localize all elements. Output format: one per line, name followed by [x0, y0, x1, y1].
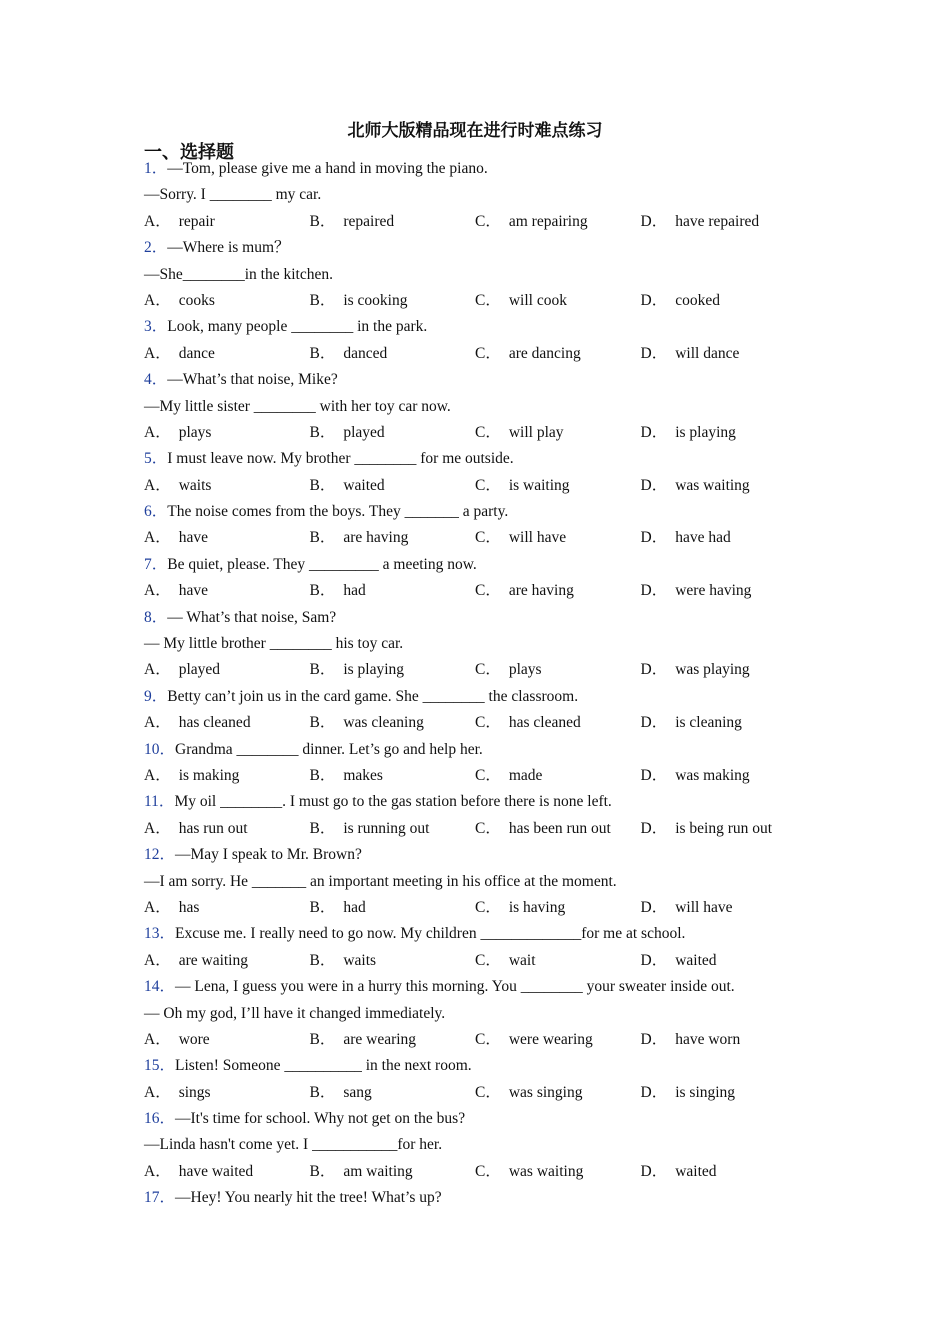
question-text: —My little sister ________ with her toy car now. [144, 397, 451, 415]
answer-option[interactable] [144, 710, 310, 736]
option-letter: D． [640, 423, 668, 441]
option-letter: C． [475, 212, 501, 230]
answer-option[interactable] [475, 525, 641, 551]
answer-option[interactable] [144, 816, 310, 842]
option-text: dance [178, 344, 215, 362]
answer-option[interactable] [144, 763, 310, 789]
answer-option[interactable] [310, 1027, 476, 1053]
option-letter: A． [144, 423, 171, 441]
option-text: was cleaning [343, 714, 424, 732]
question-text: Be quiet, please. They _________ a meeting now. [167, 555, 477, 573]
answer-options [144, 816, 864, 842]
answer-option[interactable] [641, 578, 841, 604]
question-text: — My little brother ________ his toy car. [144, 635, 404, 653]
answer-option[interactable] [144, 1159, 310, 1185]
option-letter: B． [309, 714, 336, 732]
answer-option[interactable] [475, 710, 641, 736]
option-text: cooked [675, 291, 720, 309]
option-text: is waiting [508, 476, 570, 494]
option-letter: B． [309, 582, 336, 600]
answer-option[interactable] [475, 420, 641, 446]
option-letter: D． [640, 212, 668, 230]
answer-option[interactable] [144, 895, 310, 921]
question-text: My oil ________. I must go to the gas station before there is none left. [174, 793, 612, 811]
option-text: cooks [178, 291, 215, 309]
answer-option[interactable] [144, 341, 310, 367]
question-dialogue-line [144, 1132, 864, 1158]
option-text: is cooking [343, 291, 408, 309]
option-text: is having [508, 898, 566, 916]
answer-options [144, 1080, 864, 1106]
answer-option[interactable] [641, 420, 841, 446]
question-text: —Hey! You nearly hit the tree! What’s up? [175, 1189, 442, 1207]
question-stem [144, 235, 864, 261]
question-number: 6． [144, 503, 168, 521]
option-letter: A． [144, 714, 171, 732]
answer-option[interactable] [144, 525, 310, 551]
question-text: I must leave now. My brother ________ for me outside. [167, 450, 514, 468]
answer-option[interactable] [144, 948, 310, 974]
answer-option[interactable] [475, 1080, 641, 1106]
option-text: sang [343, 1083, 372, 1101]
option-text: are having [508, 582, 574, 600]
answer-options [144, 288, 864, 314]
option-text: has run out [178, 819, 248, 837]
option-letter: C． [475, 582, 501, 600]
question-text: —Linda hasn't come yet. I ___________for her. [144, 1136, 443, 1154]
answer-option[interactable] [144, 657, 310, 683]
answer-option[interactable] [144, 578, 310, 604]
answer-option[interactable] [144, 1080, 310, 1106]
answer-options [144, 473, 864, 499]
question-text: —I am sorry. He _______ an important meeting in his office at the moment. [144, 872, 617, 890]
option-letter: D． [640, 582, 668, 600]
question-stem [144, 684, 864, 710]
question-number: 15． [144, 1057, 176, 1075]
option-letter: C． [475, 714, 501, 732]
option-letter: C． [475, 1162, 501, 1180]
option-letter: A． [144, 1030, 171, 1048]
answer-option[interactable] [144, 209, 310, 235]
answer-option[interactable] [310, 710, 476, 736]
option-text: will play [508, 423, 564, 441]
question-stem [144, 446, 864, 472]
question-text: —She________in the kitchen. [144, 265, 333, 283]
question-dialogue-line [144, 631, 864, 657]
option-text: have repaired [675, 212, 760, 230]
option-letter: C． [475, 1083, 501, 1101]
answer-option[interactable] [475, 816, 641, 842]
option-letter: C． [475, 898, 501, 916]
question-stem [144, 605, 864, 631]
option-text: played [178, 661, 221, 679]
option-text: was playing [675, 661, 750, 679]
answer-option[interactable] [641, 209, 841, 235]
question-dialogue-line [144, 394, 864, 420]
question-dialogue-line [144, 1001, 864, 1027]
question-text: —May I speak to Mr. Brown? [175, 846, 362, 864]
option-letter: B． [309, 212, 336, 230]
answer-option[interactable] [144, 288, 310, 314]
answer-options [144, 578, 864, 604]
question-stem [144, 1185, 864, 1211]
option-text: had [343, 582, 366, 600]
answer-option[interactable] [475, 341, 641, 367]
option-text: is being run out [675, 819, 773, 837]
option-letter: A． [144, 582, 171, 600]
option-text: was waiting [675, 476, 750, 494]
option-letter: B． [309, 661, 336, 679]
question-stem [144, 921, 864, 947]
option-letter: B． [309, 476, 336, 494]
option-text: waits [343, 951, 377, 969]
option-text: are dancing [508, 344, 581, 362]
option-text: will cook [508, 291, 567, 309]
option-text: will have [508, 529, 567, 547]
option-text: am repairing [508, 212, 588, 230]
question-number: 3． [144, 318, 168, 336]
option-text: plays [178, 423, 212, 441]
option-text: have had [675, 529, 731, 547]
question-text: Excuse me. I really need to go now. My children _____________for me at school. [175, 925, 686, 943]
answer-option[interactable] [310, 578, 476, 604]
answer-option[interactable] [310, 525, 476, 551]
option-text: sings [178, 1083, 211, 1101]
option-text: will have [675, 898, 733, 916]
option-letter: C． [475, 344, 501, 362]
answer-option[interactable] [310, 288, 476, 314]
answer-options [144, 209, 864, 235]
option-letter: C． [475, 476, 501, 494]
question-text: — Lena, I guess you were in a hurry this morning. You ________ your sweater inside out. [175, 978, 735, 996]
option-text: wait [508, 951, 536, 969]
answer-option[interactable] [475, 473, 641, 499]
answer-options [144, 763, 864, 789]
option-text: danced [343, 344, 388, 362]
answer-option[interactable] [641, 288, 841, 314]
question-dialogue-line [144, 262, 864, 288]
option-letter: C． [475, 661, 501, 679]
option-letter: A． [144, 344, 171, 362]
question-text: Listen! Someone __________ in the next room. [175, 1057, 472, 1075]
option-letter: A． [144, 291, 171, 309]
option-text: have [178, 529, 208, 547]
answer-options [144, 948, 864, 974]
answer-option[interactable] [641, 657, 841, 683]
option-text: has been run out [508, 819, 611, 837]
question-text: —Tom, please give me a hand in moving the piano. [167, 160, 488, 177]
option-letter: C． [475, 423, 501, 441]
answer-option[interactable] [144, 420, 310, 446]
question-number: 13． [144, 925, 176, 943]
option-text: are waiting [178, 951, 248, 969]
answer-option[interactable] [641, 948, 841, 974]
option-text: were having [675, 582, 752, 600]
answer-options [144, 1027, 864, 1053]
option-text: made [508, 766, 543, 784]
question-stem [144, 314, 864, 340]
option-text: are having [343, 529, 409, 547]
question-text: The noise comes from the boys. They _______ a party. [167, 503, 509, 521]
option-letter: C． [475, 951, 501, 969]
question-text: —It's time for school. Why not get on the bus? [175, 1110, 466, 1128]
option-text: wore [178, 1030, 210, 1048]
option-letter: A． [144, 1162, 171, 1180]
option-text: played [343, 423, 385, 441]
option-letter: B． [309, 898, 336, 916]
question-stem [144, 552, 864, 578]
option-text: repair [178, 212, 215, 230]
option-letter: A． [144, 212, 171, 230]
option-letter: B． [309, 423, 336, 441]
option-text: waits [178, 476, 212, 494]
question-text: Grandma ________ dinner. Let’s go and help her. [175, 740, 483, 758]
answer-option[interactable] [475, 1027, 641, 1053]
answer-option[interactable] [641, 710, 841, 736]
question-number: 5． [144, 450, 168, 468]
option-letter: B． [309, 529, 336, 547]
question-stem [144, 367, 864, 393]
option-letter: A． [144, 898, 171, 916]
answer-options [144, 420, 864, 446]
question-number: 16． [144, 1110, 176, 1128]
option-letter: C． [475, 819, 501, 837]
option-letter: D． [640, 766, 668, 784]
question-dialogue-line [144, 182, 864, 208]
option-letter: B． [309, 819, 336, 837]
answer-option[interactable] [641, 341, 841, 367]
option-letter: D． [640, 898, 668, 916]
document-title: 北师大版精品现在进行时难点练习 [347, 121, 603, 141]
question-stem [144, 156, 864, 182]
answer-option[interactable] [144, 1027, 310, 1053]
answer-option[interactable] [475, 895, 641, 921]
option-text: is running out [343, 819, 430, 837]
option-letter: B． [309, 1030, 336, 1048]
answer-option[interactable] [641, 1027, 841, 1053]
option-letter: D． [640, 344, 668, 362]
answer-option[interactable] [310, 420, 476, 446]
option-text: are wearing [343, 1030, 417, 1048]
question-stem [144, 1106, 864, 1132]
answer-option[interactable] [475, 657, 641, 683]
answer-option[interactable] [310, 341, 476, 367]
answer-option[interactable] [641, 816, 841, 842]
option-letter: A． [144, 1083, 171, 1101]
answer-option[interactable] [310, 948, 476, 974]
option-letter: C． [475, 1030, 501, 1048]
option-letter: A． [144, 951, 171, 969]
question-stem [144, 974, 864, 1000]
option-text: is singing [675, 1083, 736, 1101]
answer-option[interactable] [475, 209, 641, 235]
option-text: has cleaned [508, 714, 581, 732]
option-text: were wearing [508, 1030, 593, 1048]
question-number: 9． [144, 687, 168, 705]
question-number: 4． [144, 371, 168, 389]
option-letter: D． [640, 1162, 668, 1180]
option-text: have worn [675, 1030, 741, 1048]
answer-option[interactable] [310, 657, 476, 683]
option-letter: D． [640, 819, 668, 837]
question-stem [144, 1053, 864, 1079]
answer-options [144, 525, 864, 551]
option-text: is playing [675, 423, 736, 441]
option-text: is making [178, 766, 240, 784]
question-text: —Sorry. I ________ my car. [144, 186, 322, 204]
question-number: 10． [144, 740, 176, 758]
question-stem [144, 789, 864, 815]
option-text: repaired [343, 212, 395, 230]
answer-options [144, 657, 864, 683]
option-letter: D． [640, 714, 668, 732]
answer-option[interactable] [144, 473, 310, 499]
answer-options [144, 341, 864, 367]
answer-options [144, 1159, 864, 1185]
answer-option[interactable] [641, 1080, 841, 1106]
question-stem [144, 499, 864, 525]
option-text: waited [675, 951, 717, 969]
option-text: will dance [675, 344, 740, 362]
option-letter: C． [475, 529, 501, 547]
answer-option[interactable] [310, 895, 476, 921]
question-stem [144, 842, 864, 868]
answer-option[interactable] [641, 895, 841, 921]
option-letter: D． [640, 476, 668, 494]
option-letter: A． [144, 819, 171, 837]
option-letter: A． [144, 476, 171, 494]
answer-options [144, 895, 864, 921]
answer-option[interactable] [475, 578, 641, 604]
section-heading: 一、选择题 [144, 142, 234, 163]
answer-option[interactable] [310, 1080, 476, 1106]
question-number: 17． [144, 1189, 176, 1207]
option-text: was waiting [508, 1162, 584, 1180]
question-text: —What’s that noise, Mike? [167, 371, 338, 389]
option-letter: D． [640, 1030, 668, 1048]
question-number: 7． [144, 555, 168, 573]
answer-option[interactable] [475, 1159, 641, 1185]
answer-option[interactable] [641, 1159, 841, 1185]
option-text: was making [675, 766, 750, 784]
option-letter: B． [309, 344, 336, 362]
option-text: waited [675, 1162, 717, 1180]
option-letter: D． [640, 1083, 668, 1101]
option-text: waited [343, 476, 385, 494]
question-number: 14． [144, 978, 176, 996]
answer-option[interactable] [475, 763, 641, 789]
option-letter: B． [309, 951, 336, 969]
question-list [144, 156, 864, 1212]
question-stem [144, 737, 864, 763]
option-letter: B． [309, 291, 336, 309]
option-text: has cleaned [178, 714, 251, 732]
option-letter: D． [640, 951, 668, 969]
option-letter: B． [309, 766, 336, 784]
option-letter: B． [309, 1083, 336, 1101]
answer-option[interactable] [641, 525, 841, 551]
option-text: was singing [508, 1083, 583, 1101]
option-text: has [178, 898, 200, 916]
question-number: 11． [144, 793, 175, 811]
option-text: am waiting [343, 1162, 413, 1180]
answer-option[interactable] [310, 816, 476, 842]
option-text: had [343, 898, 366, 916]
option-text: makes [343, 766, 383, 784]
option-letter: D． [640, 661, 668, 679]
option-text: have [178, 582, 208, 600]
answer-option[interactable] [641, 763, 841, 789]
option-letter: B． [309, 1162, 336, 1180]
answer-option[interactable] [475, 948, 641, 974]
answer-options [144, 710, 864, 736]
question-text: —Where is mum？ [167, 239, 290, 257]
question-text: — Oh my god, I’ll have it changed immediately. [144, 1004, 446, 1022]
answer-option[interactable] [475, 288, 641, 314]
option-letter: C． [475, 766, 501, 784]
option-letter: D． [640, 529, 668, 547]
answer-option[interactable] [310, 209, 476, 235]
option-letter: A． [144, 661, 171, 679]
question-number: 2． [144, 239, 168, 257]
option-text: is playing [343, 661, 405, 679]
question-text: — What’s that noise, Sam? [167, 608, 337, 626]
question-number: 1． [144, 160, 168, 177]
option-letter: A． [144, 766, 171, 784]
question-dialogue-line [144, 869, 864, 895]
question-number: 12． [144, 846, 176, 864]
answer-option[interactable] [310, 763, 476, 789]
question-text: Betty can’t join us in the card game. She ________ the classroom. [167, 687, 579, 705]
question-text: Look, many people ________ in the park. [167, 318, 428, 336]
option-text: have waited [178, 1162, 254, 1180]
option-text: plays [508, 661, 542, 679]
option-letter: A． [144, 529, 171, 547]
answer-option[interactable] [310, 473, 476, 499]
answer-option[interactable] [641, 473, 841, 499]
question-number: 8． [144, 608, 168, 626]
option-letter: D． [640, 291, 668, 309]
answer-option[interactable] [310, 1159, 476, 1185]
option-text: is cleaning [675, 714, 742, 732]
option-letter: C． [475, 291, 501, 309]
